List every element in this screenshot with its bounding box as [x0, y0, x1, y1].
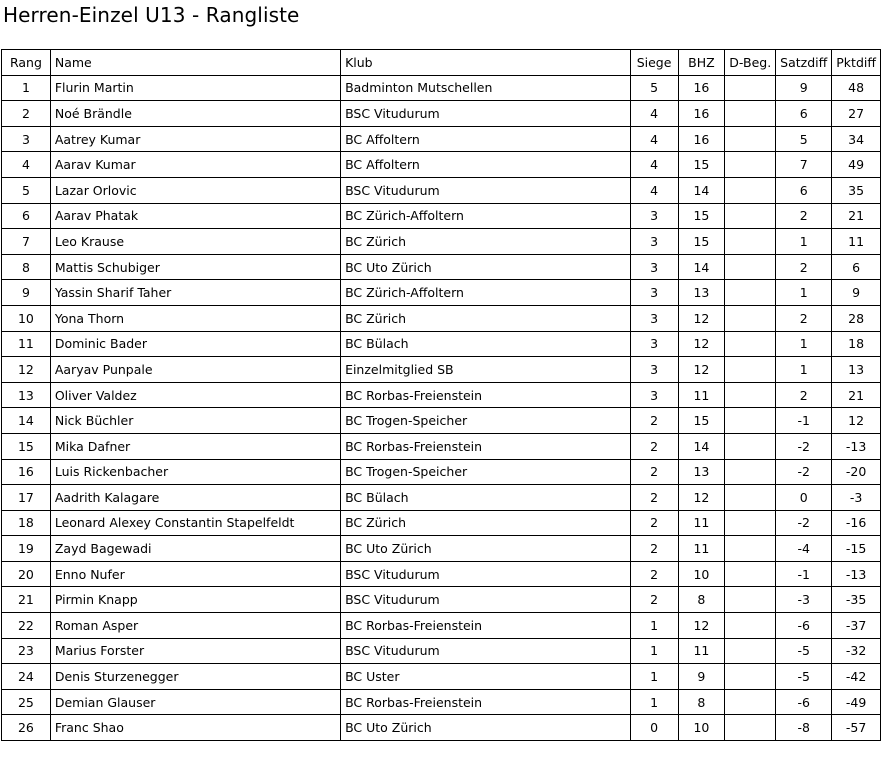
cell-name: Demian Glauser: [50, 689, 340, 715]
cell-bhz: 11: [678, 638, 725, 664]
cell-siege: 1: [630, 663, 678, 689]
cell-satzdiff: 0: [775, 484, 831, 510]
cell-pktdiff: 21: [831, 203, 881, 229]
cell-rang: 15: [1, 433, 50, 459]
table-row: [1, 638, 881, 664]
cell-pktdiff: -20: [831, 459, 881, 485]
cell-pktdiff: -15: [831, 535, 881, 561]
cell-rang: 2: [1, 100, 50, 126]
cell-name: Dominic Bader: [50, 331, 340, 357]
table-row: [1, 484, 881, 510]
header-name: Name: [50, 49, 340, 75]
cell-klub: BC Zürich: [340, 305, 630, 331]
cell-rang: 25: [1, 689, 50, 715]
table-row: [1, 433, 881, 459]
cell-name: Zayd Bagewadi: [50, 535, 340, 561]
cell-dbeg: [724, 126, 775, 152]
header-pktdiff: Pktdiff: [831, 49, 881, 75]
cell-bhz: 12: [678, 612, 725, 638]
cell-name: Marius Forster: [50, 638, 340, 664]
cell-rang: 4: [1, 151, 50, 177]
cell-satzdiff: 1: [775, 331, 831, 357]
cell-klub: BC Bülach: [340, 484, 630, 510]
cell-bhz: 10: [678, 561, 725, 587]
cell-klub: BC Affoltern: [340, 151, 630, 177]
cell-pktdiff: -49: [831, 689, 881, 715]
cell-klub: BC Bülach: [340, 331, 630, 357]
cell-name: Leonard Alexey Constantin Stapelfeldt: [50, 510, 340, 536]
table-row: [1, 254, 881, 280]
cell-klub: BC Rorbas-Freienstein: [340, 612, 630, 638]
cell-siege: 2: [630, 433, 678, 459]
cell-dbeg: [724, 279, 775, 305]
table-row: [1, 382, 881, 408]
cell-klub: Einzelmitglied SB: [340, 356, 630, 382]
cell-dbeg: [724, 382, 775, 408]
cell-pktdiff: 27: [831, 100, 881, 126]
cell-siege: 1: [630, 612, 678, 638]
cell-rang: 17: [1, 484, 50, 510]
cell-klub: BC Rorbas-Freienstein: [340, 433, 630, 459]
table-row: [1, 279, 881, 305]
cell-bhz: 12: [678, 484, 725, 510]
cell-satzdiff: -8: [775, 714, 831, 741]
cell-siege: 3: [630, 279, 678, 305]
cell-dbeg: [724, 331, 775, 357]
cell-bhz: 8: [678, 586, 725, 612]
cell-bhz: 11: [678, 535, 725, 561]
cell-satzdiff: -5: [775, 638, 831, 664]
cell-dbeg: [724, 228, 775, 254]
cell-satzdiff: -2: [775, 433, 831, 459]
cell-dbeg: [724, 689, 775, 715]
cell-bhz: 13: [678, 279, 725, 305]
cell-klub: BC Zürich-Affoltern: [340, 279, 630, 305]
cell-klub: BC Trogen-Speicher: [340, 407, 630, 433]
cell-name: Roman Asper: [50, 612, 340, 638]
cell-name: Oliver Valdez: [50, 382, 340, 408]
cell-dbeg: [724, 535, 775, 561]
cell-bhz: 14: [678, 433, 725, 459]
cell-klub: BSC Vitudurum: [340, 100, 630, 126]
cell-siege: 1: [630, 638, 678, 664]
cell-dbeg: [724, 433, 775, 459]
cell-pktdiff: 35: [831, 177, 881, 203]
cell-klub: BC Zürich: [340, 228, 630, 254]
cell-bhz: 16: [678, 75, 725, 101]
cell-name: Aatrey Kumar: [50, 126, 340, 152]
cell-dbeg: [724, 638, 775, 664]
cell-rang: 6: [1, 203, 50, 229]
cell-pktdiff: 28: [831, 305, 881, 331]
cell-bhz: 16: [678, 100, 725, 126]
cell-satzdiff: 6: [775, 177, 831, 203]
cell-klub: BC Uto Zürich: [340, 535, 630, 561]
cell-siege: 4: [630, 100, 678, 126]
cell-name: Aaryav Punpale: [50, 356, 340, 382]
page-title: Herren-Einzel U13 - Rangliste: [3, 3, 300, 27]
cell-bhz: 10: [678, 714, 725, 741]
cell-bhz: 15: [678, 228, 725, 254]
cell-siege: 2: [630, 535, 678, 561]
cell-name: Noé Brändle: [50, 100, 340, 126]
cell-name: Yona Thorn: [50, 305, 340, 331]
cell-siege: 3: [630, 254, 678, 280]
cell-satzdiff: -1: [775, 561, 831, 587]
cell-satzdiff: -2: [775, 510, 831, 536]
cell-dbeg: [724, 510, 775, 536]
table-row: [1, 203, 881, 229]
table-row: [1, 407, 881, 433]
cell-name: Pirmin Knapp: [50, 586, 340, 612]
cell-dbeg: [724, 663, 775, 689]
cell-rang: 21: [1, 586, 50, 612]
header-klub: Klub: [340, 49, 630, 75]
cell-bhz: 8: [678, 689, 725, 715]
cell-bhz: 14: [678, 177, 725, 203]
ranking-table: [1, 49, 881, 741]
cell-siege: 3: [630, 305, 678, 331]
cell-rang: 7: [1, 228, 50, 254]
cell-pktdiff: 34: [831, 126, 881, 152]
cell-bhz: 12: [678, 305, 725, 331]
cell-klub: BC Trogen-Speicher: [340, 459, 630, 485]
cell-rang: 26: [1, 714, 50, 741]
cell-bhz: 11: [678, 510, 725, 536]
cell-satzdiff: -6: [775, 612, 831, 638]
header-satzdiff: Satzdiff: [775, 49, 831, 75]
table-row: [1, 75, 881, 101]
header-dbeg: D-Beg.: [724, 49, 775, 75]
cell-bhz: 9: [678, 663, 725, 689]
cell-klub: BC Uster: [340, 663, 630, 689]
cell-rang: 14: [1, 407, 50, 433]
table-row: [1, 126, 881, 152]
cell-satzdiff: 2: [775, 305, 831, 331]
cell-rang: 5: [1, 177, 50, 203]
cell-siege: 0: [630, 714, 678, 741]
cell-pktdiff: 13: [831, 356, 881, 382]
cell-pktdiff: -3: [831, 484, 881, 510]
cell-klub: BC Zürich: [340, 510, 630, 536]
cell-dbeg: [724, 612, 775, 638]
cell-pktdiff: -32: [831, 638, 881, 664]
cell-klub: BC Rorbas-Freienstein: [340, 689, 630, 715]
cell-rang: 24: [1, 663, 50, 689]
cell-name: Luis Rickenbacher: [50, 459, 340, 485]
cell-dbeg: [724, 305, 775, 331]
cell-name: Nick Büchler: [50, 407, 340, 433]
header-bhz: BHZ: [678, 49, 725, 75]
cell-siege: 3: [630, 203, 678, 229]
cell-satzdiff: 9: [775, 75, 831, 101]
cell-rang: 11: [1, 331, 50, 357]
cell-klub: BSC Vitudurum: [340, 638, 630, 664]
table-row: [1, 586, 881, 612]
table-row: [1, 459, 881, 485]
cell-satzdiff: 2: [775, 382, 831, 408]
cell-pktdiff: -37: [831, 612, 881, 638]
cell-satzdiff: -6: [775, 689, 831, 715]
cell-siege: 3: [630, 228, 678, 254]
cell-name: Franc Shao: [50, 714, 340, 741]
cell-name: Mika Dafner: [50, 433, 340, 459]
cell-name: Leo Krause: [50, 228, 340, 254]
cell-bhz: 15: [678, 151, 725, 177]
cell-klub: Badminton Mutschellen: [340, 75, 630, 101]
cell-bhz: 15: [678, 407, 725, 433]
cell-siege: 4: [630, 126, 678, 152]
table-row: [1, 561, 881, 587]
cell-bhz: 12: [678, 356, 725, 382]
cell-klub: BC Zürich-Affoltern: [340, 203, 630, 229]
cell-satzdiff: -4: [775, 535, 831, 561]
cell-bhz: 13: [678, 459, 725, 485]
table-body: [1, 75, 881, 741]
cell-satzdiff: 5: [775, 126, 831, 152]
cell-pktdiff: -42: [831, 663, 881, 689]
cell-rang: 16: [1, 459, 50, 485]
cell-pktdiff: 49: [831, 151, 881, 177]
cell-dbeg: [724, 100, 775, 126]
cell-dbeg: [724, 561, 775, 587]
cell-dbeg: [724, 203, 775, 229]
cell-rang: 3: [1, 126, 50, 152]
cell-satzdiff: 1: [775, 279, 831, 305]
cell-rang: 19: [1, 535, 50, 561]
cell-dbeg: [724, 714, 775, 741]
table-row: [1, 510, 881, 536]
cell-bhz: 16: [678, 126, 725, 152]
cell-rang: 22: [1, 612, 50, 638]
cell-dbeg: [724, 177, 775, 203]
cell-siege: 2: [630, 561, 678, 587]
cell-siege: 4: [630, 151, 678, 177]
cell-bhz: 14: [678, 254, 725, 280]
cell-dbeg: [724, 407, 775, 433]
cell-klub: BSC Vitudurum: [340, 561, 630, 587]
cell-pktdiff: -57: [831, 714, 881, 741]
table-header-row: [1, 49, 881, 75]
cell-satzdiff: -2: [775, 459, 831, 485]
cell-rang: 12: [1, 356, 50, 382]
cell-satzdiff: 1: [775, 228, 831, 254]
cell-bhz: 12: [678, 331, 725, 357]
cell-pktdiff: -35: [831, 586, 881, 612]
cell-rang: 23: [1, 638, 50, 664]
cell-name: Lazar Orlovic: [50, 177, 340, 203]
cell-dbeg: [724, 75, 775, 101]
cell-rang: 10: [1, 305, 50, 331]
table-row: [1, 535, 881, 561]
cell-satzdiff: -3: [775, 586, 831, 612]
cell-klub: BC Uto Zürich: [340, 254, 630, 280]
cell-satzdiff: 6: [775, 100, 831, 126]
table-row: [1, 177, 881, 203]
cell-satzdiff: 7: [775, 151, 831, 177]
cell-siege: 1: [630, 689, 678, 715]
cell-pktdiff: 6: [831, 254, 881, 280]
cell-rang: 18: [1, 510, 50, 536]
cell-dbeg: [724, 356, 775, 382]
cell-klub: BC Affoltern: [340, 126, 630, 152]
cell-rang: 13: [1, 382, 50, 408]
cell-name: Aarav Phatak: [50, 203, 340, 229]
cell-dbeg: [724, 151, 775, 177]
cell-pktdiff: -13: [831, 561, 881, 587]
cell-rang: 8: [1, 254, 50, 280]
cell-name: Aarav Kumar: [50, 151, 340, 177]
cell-pktdiff: 11: [831, 228, 881, 254]
header-rang: Rang: [1, 49, 50, 75]
cell-klub: BSC Vitudurum: [340, 586, 630, 612]
cell-dbeg: [724, 459, 775, 485]
cell-klub: BC Uto Zürich: [340, 714, 630, 741]
cell-pktdiff: -13: [831, 433, 881, 459]
cell-pktdiff: 21: [831, 382, 881, 408]
table-row: [1, 689, 881, 715]
cell-siege: 4: [630, 177, 678, 203]
cell-name: Denis Sturzenegger: [50, 663, 340, 689]
cell-pktdiff: 9: [831, 279, 881, 305]
cell-siege: 3: [630, 382, 678, 408]
cell-name: Mattis Schubiger: [50, 254, 340, 280]
cell-name: Yassin Sharif Taher: [50, 279, 340, 305]
cell-klub: BC Rorbas-Freienstein: [340, 382, 630, 408]
cell-satzdiff: 2: [775, 203, 831, 229]
table-row: [1, 100, 881, 126]
header-siege: Siege: [630, 49, 678, 75]
cell-siege: 5: [630, 75, 678, 101]
cell-siege: 2: [630, 510, 678, 536]
cell-satzdiff: 1: [775, 356, 831, 382]
table-row: [1, 228, 881, 254]
cell-name: Flurin Martin: [50, 75, 340, 101]
table-row: [1, 305, 881, 331]
cell-satzdiff: -5: [775, 663, 831, 689]
cell-siege: 2: [630, 484, 678, 510]
cell-pktdiff: 12: [831, 407, 881, 433]
cell-satzdiff: 2: [775, 254, 831, 280]
table-row: [1, 151, 881, 177]
table-row: [1, 714, 881, 741]
cell-name: Enno Nufer: [50, 561, 340, 587]
cell-pktdiff: 18: [831, 331, 881, 357]
table-row: [1, 612, 881, 638]
cell-klub: BSC Vitudurum: [340, 177, 630, 203]
cell-bhz: 11: [678, 382, 725, 408]
cell-bhz: 15: [678, 203, 725, 229]
cell-siege: 3: [630, 356, 678, 382]
cell-rang: 1: [1, 75, 50, 101]
table-row: [1, 331, 881, 357]
cell-pktdiff: -16: [831, 510, 881, 536]
cell-rang: 20: [1, 561, 50, 587]
cell-rang: 9: [1, 279, 50, 305]
cell-siege: 2: [630, 459, 678, 485]
cell-dbeg: [724, 254, 775, 280]
table-row: [1, 356, 881, 382]
cell-satzdiff: -1: [775, 407, 831, 433]
cell-siege: 3: [630, 331, 678, 357]
table-row: [1, 663, 881, 689]
cell-siege: 2: [630, 586, 678, 612]
cell-dbeg: [724, 484, 775, 510]
cell-dbeg: [724, 586, 775, 612]
cell-name: Aadrith Kalagare: [50, 484, 340, 510]
cell-siege: 2: [630, 407, 678, 433]
cell-pktdiff: 48: [831, 75, 881, 101]
